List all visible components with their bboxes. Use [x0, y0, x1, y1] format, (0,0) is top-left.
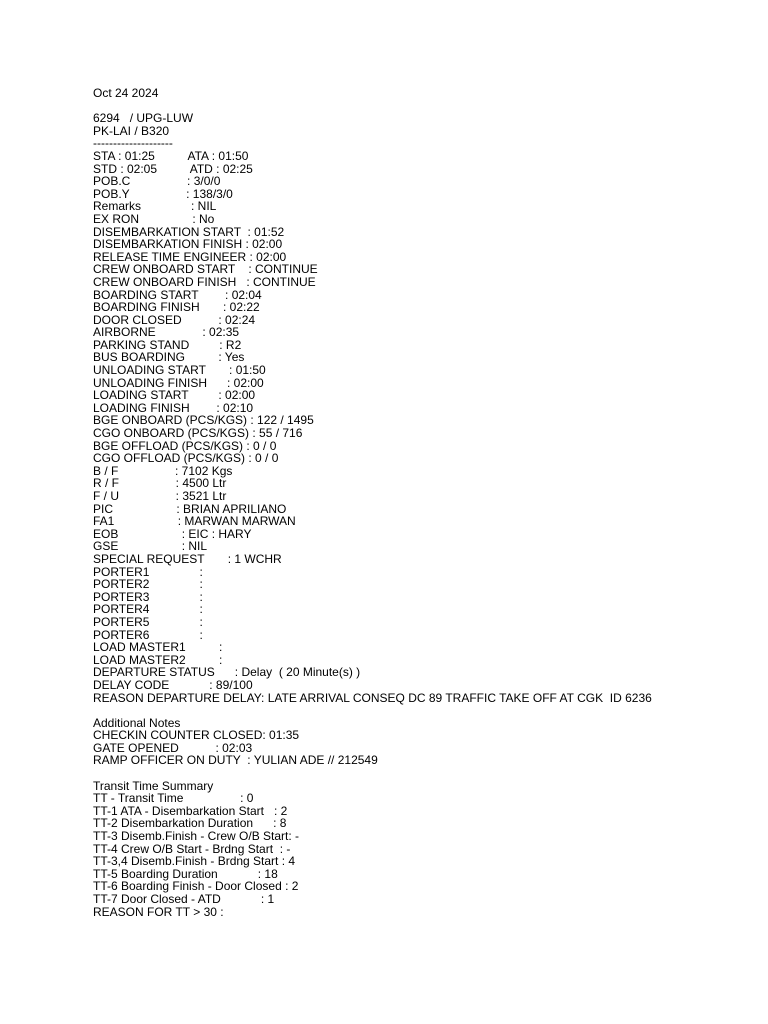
detail-line: Remarks : NIL	[93, 199, 217, 214]
transit-summary-list	[93, 792, 753, 918]
detail-line: STA : 01:25 ATA : 01:50	[93, 148, 249, 163]
detail-line: LOAD MASTER2 :	[93, 652, 223, 667]
spacer	[93, 704, 753, 717]
detail-line: PORTER5 :	[93, 614, 203, 629]
detail-line: CGO ONBOARD (PCS/KGS) : 55 / 716	[93, 426, 303, 441]
detail-line: DOOR CLOSED : 02:24	[93, 312, 256, 327]
aircraft-registration: PK-LAI / B320	[93, 123, 170, 138]
flight-number-route: 6294 / UPG-LUW	[93, 111, 194, 126]
spacer	[93, 767, 753, 780]
note-line: GATE OPENED : 02:03	[93, 740, 253, 755]
detail-line: DEPARTURE STATUS : Delay ( 20 Minute(s) )	[93, 665, 361, 680]
detail-line: PARKING STAND : R2	[93, 337, 242, 352]
note-line: RAMP OFFICER ON DUTY : YULIAN ADE // 212549	[93, 753, 378, 768]
detail-line: SPECIAL REQUEST : 1 WCHR	[93, 551, 282, 566]
detail-line: BOARDING FINISH : 02:22	[93, 300, 260, 315]
additional-notes-list	[93, 729, 753, 767]
separator-line: --------------------	[93, 136, 173, 151]
detail-line: BUS BOARDING : Yes	[93, 350, 245, 365]
detail-line: F / U : 3521 Ltr	[93, 489, 227, 503]
detail-line: AIRBORNE : 02:35	[93, 325, 240, 340]
transit-summary-heading: Transit Time Summary	[93, 778, 214, 793]
report-date: Oct 24 2024	[93, 86, 159, 100]
detail-line: PORTER2 :	[93, 577, 203, 592]
main-details-list	[93, 150, 753, 704]
transit-line: TT-4 Crew O/B Start - Brdng Start : -	[93, 841, 291, 856]
detail-line: REASON DEPARTURE DELAY: LATE ARRIVAL CONSEQ DC 89 TRAFFIC TAKE OFF AT CGK ID 6236	[93, 690, 652, 705]
transit-line: TT-1 ATA - Disembarkation Start : 2	[93, 803, 288, 818]
detail-line: GSE : NIL	[93, 539, 208, 554]
detail-line: BGE OFFLOAD (PCS/KGS) : 0 / 0	[93, 438, 277, 453]
detail-line: PORTER6 :	[93, 627, 203, 642]
transit-line: TT - Transit Time : 0	[93, 791, 254, 806]
detail-line: RELEASE TIME ENGINEER : 02:00	[93, 249, 287, 264]
detail-line: EOB : EIC : HARY	[93, 526, 252, 541]
detail-line: BGE ONBOARD (PCS/KGS) : 122 / 1495	[93, 413, 314, 428]
detail-line: UNLOADING FINISH : 02:00	[93, 375, 264, 390]
transit-line: TT-7 Door Closed - ATD : 1	[93, 892, 275, 906]
detail-line: LOADING FINISH : 02:10	[93, 400, 254, 415]
transit-line: TT-6 Boarding Finish - Door Closed : 2	[93, 879, 299, 894]
transit-line: REASON FOR TT > 30 :	[93, 904, 224, 919]
additional-notes-heading: Additional Notes	[93, 715, 181, 730]
detail-line: PIC : BRIAN APRILIANO	[93, 501, 287, 516]
transit-line: TT-5 Boarding Duration : 18	[93, 866, 278, 881]
detail-line: LOADING START : 02:00	[93, 388, 256, 403]
detail-line: STD : 02:05 ATD : 02:25	[93, 161, 253, 176]
detail-line: EX RON : No	[93, 211, 215, 226]
detail-line: BOARDING START : 02:04	[93, 287, 262, 302]
detail-line: UNLOADING START : 01:50	[93, 363, 266, 378]
transit-line: TT-3,4 Disemb.Finish - Brdng Start : 4	[93, 854, 296, 869]
detail-line: DELAY CODE : 89/100	[93, 677, 253, 692]
detail-line: B / F : 7102 Kgs	[93, 463, 233, 478]
detail-line: CREW ONBOARD START : CONTINUE	[93, 262, 318, 277]
detail-line: PORTER3 :	[93, 589, 203, 604]
detail-line: PORTER4 :	[93, 602, 203, 617]
detail-line: FA1 : MARWAN MARWAN	[93, 514, 296, 529]
detail-line: R / F : 4500 Ltr	[93, 476, 227, 491]
note-line: CHECKIN COUNTER CLOSED: 01:35	[93, 728, 300, 743]
flight-report-document	[93, 87, 753, 918]
detail-line: PORTER1 :	[93, 564, 203, 579]
detail-line: CREW ONBOARD FINISH : CONTINUE	[93, 274, 316, 289]
transit-line: TT-3 Disemb.Finish - Crew O/B Start: -	[93, 829, 300, 844]
detail-line: DISEMBARKATION FINISH : 02:00	[93, 237, 283, 252]
detail-line: DISEMBARKATION START : 01:52	[93, 224, 285, 239]
transit-line: TT-2 Disembarkation Duration : 8	[93, 816, 287, 831]
detail-line: POB.C : 3/0/0	[93, 174, 221, 189]
detail-line: CGO OFFLOAD (PCS/KGS) : 0 / 0	[93, 451, 279, 466]
detail-line: POB.Y : 138/3/0	[93, 186, 233, 201]
detail-line: LOAD MASTER1 :	[93, 640, 223, 655]
